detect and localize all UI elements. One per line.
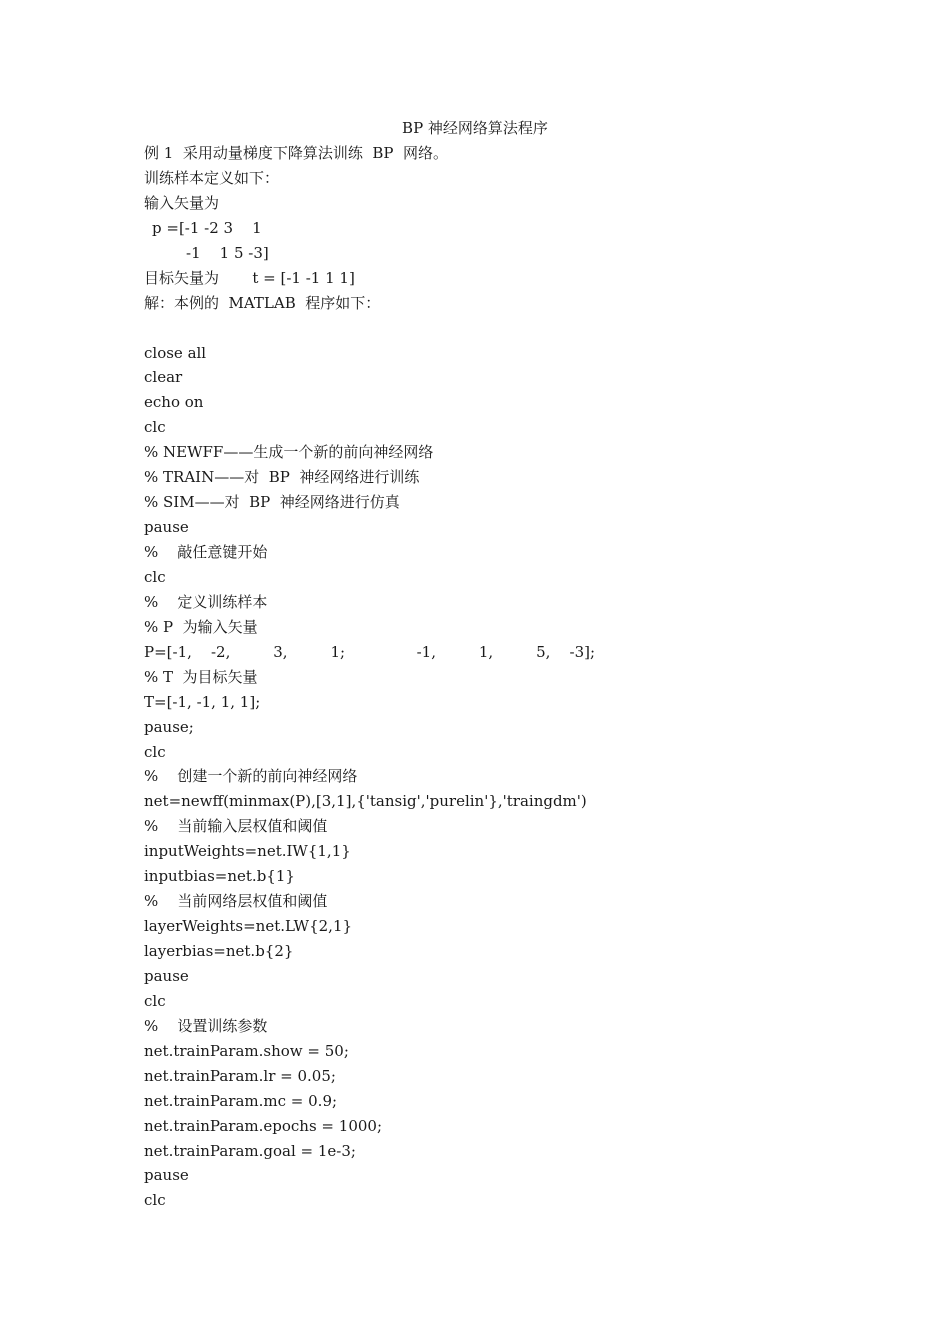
input-vector-row-1: p =[-1 -2 3 1	[152, 218, 262, 237]
code-line: clc	[144, 742, 166, 761]
code-line: % P 为输入矢量	[144, 617, 258, 636]
input-vector-row-2: -1 1 5 -3]	[186, 243, 269, 262]
solution-intro: 解：本例的 MATLAB 程序如下：	[144, 293, 381, 312]
code-line: pause	[144, 518, 189, 537]
code-line: clc	[144, 567, 166, 586]
code-line: close all	[144, 343, 207, 362]
example-heading: 例 1 采用动量梯度下降算法训练 BP 网络。	[144, 144, 449, 162]
code-line: % NEWFF——生成一个新的前向神经网络	[144, 443, 434, 462]
target-vector-text: 目标矢量为 t = [-1 -1 1 1]	[144, 268, 355, 287]
code-line: % T 为目标矢量	[144, 667, 258, 686]
document-title: BP 神经网络算法程序	[402, 119, 548, 137]
code-line: net.trainParam.goal = 1e-3;	[144, 1141, 356, 1160]
sample-definition-text: 训练样本定义如下：	[144, 168, 280, 187]
code-line: echo on	[144, 393, 204, 412]
code-line: % 创建一个新的前向神经网络	[144, 767, 358, 786]
code-line: pause;	[144, 717, 194, 736]
code-line: % 当前输入层权值和阈值	[144, 817, 328, 836]
code-line: net.trainParam.show = 50;	[144, 1041, 349, 1060]
code-line: % 敲任意键开始	[144, 543, 268, 561]
code-line: % TRAIN——对 BP 神经网络进行训练	[144, 468, 420, 487]
code-line: pause	[144, 966, 189, 985]
code-line: inputbias=net.b{1}	[144, 867, 295, 886]
code-line: clear	[144, 368, 183, 387]
code-line: net.trainParam.epochs = 1000;	[144, 1116, 383, 1135]
code-line: % 当前网络层权值和阈值	[144, 892, 328, 911]
code-line: layerbias=net.b{2}	[144, 942, 294, 960]
code-line: % 定义训练样本	[144, 592, 268, 611]
code-line: net.trainParam.lr = 0.05;	[144, 1066, 336, 1085]
code-line: clc	[144, 1191, 166, 1210]
code-line: % 设置训练参数	[144, 1016, 268, 1035]
code-line: net.trainParam.mc = 0.9;	[144, 1091, 338, 1110]
code-line: inputWeights=net.IW{1,1}	[144, 842, 351, 861]
code-line: T=[-1, -1, 1, 1];	[144, 692, 261, 711]
blank-line	[144, 316, 924, 341]
document-body	[144, 141, 924, 1213]
code-line: clc	[144, 991, 166, 1010]
code-listing	[144, 341, 924, 1214]
code-line: net=newff(minmax(P),[3,1],{'tansig','purelin'},'traingdm')	[144, 792, 587, 811]
code-line: clc	[144, 418, 166, 437]
code-line: P=[-1, -2, 3, 1; -1, 1, 5, -3];	[144, 642, 596, 661]
code-line: layerWeights=net.LW{2,1}	[144, 917, 353, 936]
code-line: pause	[144, 1166, 189, 1185]
input-vector-label: 输入矢量为	[144, 193, 220, 212]
code-line: % SIM——对 BP 神经网络进行仿真	[144, 493, 400, 512]
